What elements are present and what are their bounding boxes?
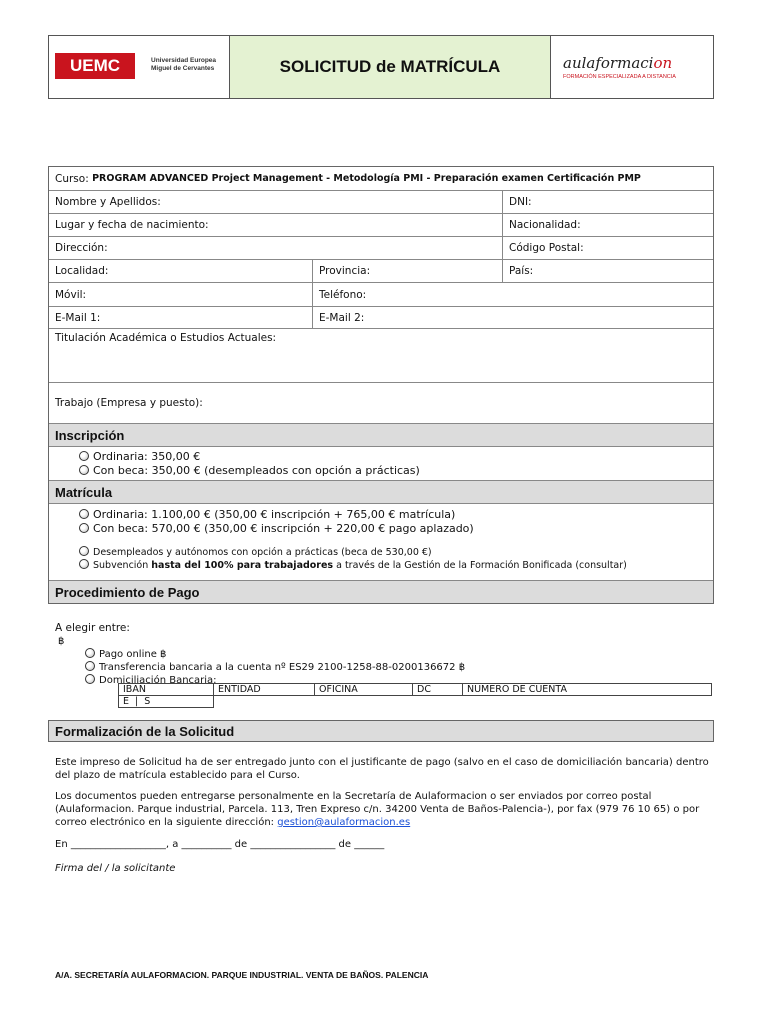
- formalizacion-paragraph-2: Los documentos pueden entregarse personalmente en la Secretaría de Aulaformacion o ser enviados por correo postal (Aulaformacion. Parque industrial, Parcela. 113, Tren Expreso c/n. 34200 Venta de Baños-Palencia-), por fax (979 76 10 65) o por correo electrónico en la siguiente dirección: gestion@aulaformacion.es: [55, 791, 700, 828]
- inscripcion-option[interactable]: Con beca: 350,00 € (desempleados con opción a prácticas): [79, 464, 420, 478]
- matricula-option[interactable]: Ordinaria: 1.100,00 € (350,00 € inscripción + 765,00 € matrícula): [79, 508, 627, 522]
- numero-cuenta-header: NUMERO DE CUENTA: [463, 684, 712, 696]
- pago-glyph: ฿: [58, 636, 65, 647]
- form-row: [49, 214, 713, 237]
- inscripcion-option[interactable]: Ordinaria: 350,00 €: [79, 450, 420, 464]
- inscripcion-options: [49, 447, 713, 481]
- entidad-header: ENTIDAD: [214, 684, 315, 696]
- pais-field[interactable]: País:: [509, 265, 534, 277]
- iban-value-field[interactable]: E | S: [119, 696, 214, 708]
- uemc-logo-text: Universidad Europea Miguel de Cervantes: [151, 57, 217, 72]
- titulacion-field[interactable]: Titulación Académica o Estudios Actuales:: [55, 332, 277, 344]
- document-header: [48, 35, 714, 99]
- inscripcion-header: Inscripción: [49, 424, 713, 447]
- radio-icon[interactable]: [85, 648, 95, 658]
- email-link[interactable]: gestion@aulaformacion.es: [277, 817, 411, 828]
- title-box: [230, 36, 551, 98]
- localidad-field[interactable]: Localidad:: [49, 260, 313, 282]
- application-form: [48, 166, 714, 604]
- email2-field[interactable]: E-Mail 2:: [319, 311, 365, 324]
- radio-icon[interactable]: [79, 523, 89, 533]
- formalizacion-paragraph-1: Este impreso de Solicitud ha de ser entregado junto con el justificante de pago (salvo en el caso de domiciliación bancaria) dentro del plazo de matrícula establecido para el Curso.: [55, 757, 709, 781]
- codigo-postal-field[interactable]: Código Postal:: [509, 242, 584, 254]
- pago-options: [85, 648, 465, 687]
- pago-option[interactable]: Pago online ฿: [85, 648, 465, 661]
- nacionalidad-field[interactable]: Nacionalidad:: [509, 219, 581, 231]
- lugar-nacimiento-field[interactable]: Lugar y fecha de nacimiento:: [49, 214, 503, 236]
- form-row: [49, 307, 713, 329]
- formalizacion-header: Formalización de la Solicitud: [48, 720, 714, 742]
- dni-field[interactable]: DNI:: [509, 196, 532, 208]
- form-row: [49, 383, 713, 424]
- aulaformacion-tagline: FORMACIÓN ESPECIALIZADA A DISTANCIA: [563, 74, 676, 80]
- radio-icon[interactable]: [79, 451, 89, 461]
- nombre-field[interactable]: Nombre y Apellidos:: [49, 191, 503, 213]
- form-row: [49, 283, 713, 307]
- footer-address: A/A. SECRETARÍA AULAFORMACION. PARQUE INDUSTRIAL. VENTA DE BAÑOS. PALENCIA: [55, 970, 429, 980]
- form-row: [49, 260, 713, 283]
- pago-elegir: A elegir entre:: [55, 622, 130, 634]
- provincia-field[interactable]: Provincia:: [313, 260, 503, 282]
- form-row: [49, 237, 713, 260]
- curso-field[interactable]: Curso: PROGRAM ADVANCED Project Management - Metodología PMI - Preparación examen Certificación PMP: [55, 172, 641, 185]
- uemc-logo: [49, 36, 230, 98]
- aulaformacion-logo-text: aulaformacion: [563, 54, 673, 72]
- uemc-logo-mark: UEMC: [55, 53, 135, 79]
- pago-option[interactable]: Domiciliación Bancaria:: [85, 674, 465, 687]
- movil-field[interactable]: Móvil:: [49, 283, 313, 306]
- radio-icon[interactable]: [79, 559, 89, 569]
- matricula-options: [49, 504, 713, 581]
- trabajo-field[interactable]: Trabajo (Empresa y puesto):: [55, 397, 203, 409]
- radio-icon[interactable]: [85, 661, 95, 671]
- curso-value: PROGRAM ADVANCED Project Management - Metodología PMI - Preparación examen Certificación PMP: [92, 173, 641, 184]
- radio-icon[interactable]: [79, 465, 89, 475]
- dc-header: DC: [413, 684, 463, 696]
- iban-header: IBAN: [119, 684, 214, 696]
- telefono-field[interactable]: Teléfono:: [319, 288, 367, 301]
- lugar-fecha-line[interactable]: En ___________________, a __________ de _________________ de ______: [55, 839, 385, 850]
- oficina-header: OFICINA: [315, 684, 413, 696]
- matricula-option[interactable]: Con beca: 570,00 € (350,00 € inscripción + 220,00 € pago aplazado): [79, 522, 627, 536]
- pago-header: Procedimiento de Pago: [49, 581, 713, 603]
- iban-table: [118, 683, 712, 708]
- form-row: [49, 329, 713, 383]
- radio-icon[interactable]: [79, 546, 89, 556]
- form-row: [49, 191, 713, 214]
- iban-value-row: [119, 696, 712, 708]
- direccion-field[interactable]: Dirección:: [49, 237, 503, 259]
- matricula-header: Matrícula: [49, 481, 713, 504]
- matricula-option[interactable]: Desempleados y autónomos con opción a prácticas (beca de 530,00 €): [79, 546, 627, 559]
- firma-label: Firma del / la solicitante: [55, 863, 176, 874]
- document-title: SOLICITUD de MATRÍCULA: [279, 57, 501, 76]
- iban-header-row: [119, 684, 712, 696]
- radio-icon[interactable]: [85, 674, 95, 684]
- matricula-option[interactable]: Subvención hasta del 100% para trabajadores a través de la Gestión de la Formación Bonificada (consultar): [79, 559, 627, 572]
- pago-option[interactable]: Transferencia bancaria a la cuenta nº ES29 2100-1258-88-0200136672 ฿: [85, 661, 465, 674]
- aulaformacion-logo: [551, 36, 713, 98]
- curso-row: [49, 167, 713, 191]
- email1-field[interactable]: E-Mail 1:: [49, 307, 313, 328]
- radio-icon[interactable]: [79, 509, 89, 519]
